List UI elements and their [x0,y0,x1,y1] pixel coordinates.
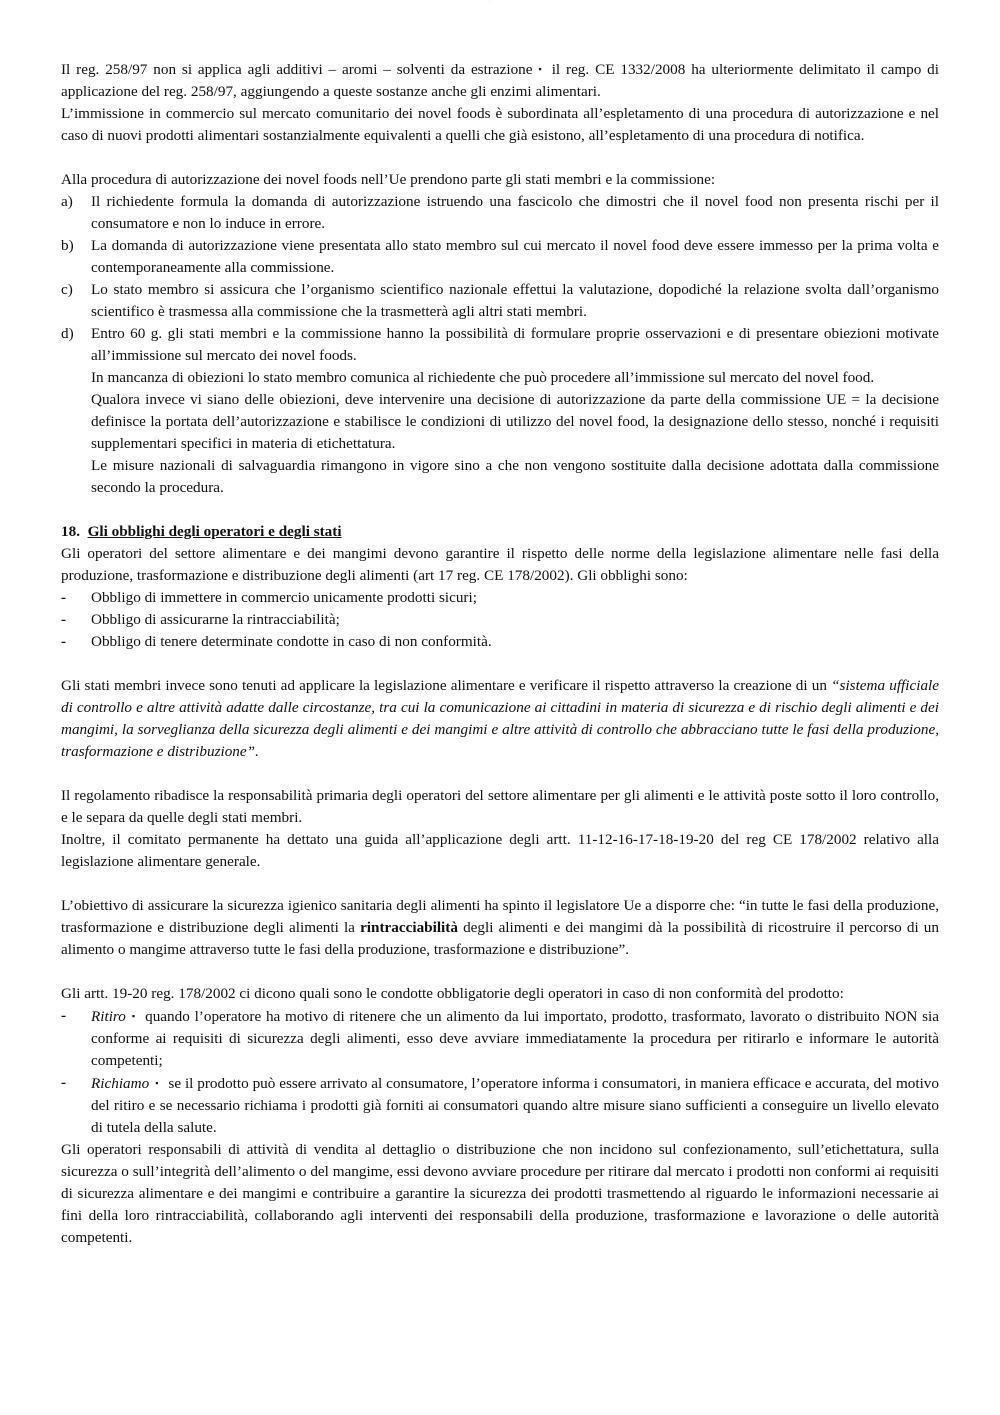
obligation-text: Obbligo di assicurarne la rintracciabilità; [91,611,340,628]
section-number: 18. [61,523,80,540]
obligation-text: Obbligo di tenere determinate condotte in caso di non conformità. [91,633,492,650]
section-paragraph-4: Inoltre, il comitato permanente ha dettato una guida all’applicazione degli artt. 11-12-16-17-18-19-20 del reg CE 178/2002 relativo alla legislazione alimentare generale. [61,831,939,870]
procedure-item-c [61,279,939,323]
obligation-text: Obbligo di immettere in commercio unicamente prodotti sicuri; [91,589,477,606]
document-page [61,58,939,1249]
paragraph-text: Gli stati membri invece sono tenuti ad applicare la legislazione alimentare e verificare il rispetto attraverso la creazione di un [61,677,827,694]
conduct-term: Richiamo [91,1075,150,1092]
section-paragraph-3: Il regolamento ribadisce la responsabilità primaria degli operatori del settore alimentare per gli alimenti e le attività poste sotto il loro controllo, e le separa da quelle degli stati membri. [61,787,939,826]
bullet-dash-icon: - [61,633,67,650]
intro-paragraph-2: L’immissione in commercio sul mercato comunitario dei novel foods è subordinata all’espletamento di una procedura di autorizzazione e nel caso di nuovi prodotti alimentari sostanzialmente equivalenti a quelli che già esistono, all’espletamento di una procedura di notifica. [61,105,939,144]
procedure-item-a [61,191,939,235]
item-text: Lo stato membro si assicura che l’organismo scientifico nazionale effettui la valutazione, dopodiché la relazione svolta dall’organismo scientifico è trasmessa alla commissione che la trasmetterà agli altri stati membri. [91,281,939,320]
conduct-text: se il prodotto può essere arrivato al consumatore, l’operatore informa i consumatori, in maniera efficace e accurata, del motivo del ritiro e se necessario richiama i prodotti già forniti ai consumatori quando altre misure siano sufficienti a conseguire un livello elevato di tutela della salute. [91,1075,939,1136]
procedure-continuation-3: Le misure nazionali di salvaguardia rimangono in vigore sino a che non vengono sostituite dalla decisione adottata dalla commissione secondo la procedura. [91,457,939,496]
intro-text-b: il reg. CE 1332/2008 ha ulteriormente delimitato il campo di applicazione del reg. 258/97, aggiungendo a queste sostanze anche gli enzimi alimentari. [61,61,939,100]
item-text: Entro 60 g. gli stati membri e la commissione hanno la possibilità di formulare proprie osservazioni e di presentare obiezioni motivate all’immissione sul mercato dei novel foods. [91,325,939,364]
section-paragraph-6: Gli artt. 19-20 reg. 178/2002 ci dicono quali sono le condotte obbligatorie degli operatori in caso di non conformità del prodotto: [61,985,844,1002]
intro-paragraph-1 [61,58,939,103]
section-paragraph-1: Gli operatori del settore alimentare e dei mangimi devono garantire il rispetto delle norme della legislazione alimentare nelle fasi della produzione, trasformazione e distribuzione degli alimenti (art 17 reg. CE 178/2002). Gli obblighi sono: [61,545,939,584]
section-paragraph-7: Gli operatori responsabili di attività di vendita al dettaglio o distribuzione che non incidono sul confezionamento, sull’etichettatura, sulla sicurezza o sull’integrità dell’alimento o del mangime, essi devono avviare procedure per ritirare dal mercato i prodotti non conformi ai requisiti di sicurezza alimentare e dei mangimi e contribuire a garantire la sicurezza dei prodotti trasmettendo al riguardo le informazioni necessarie ai fini della loro rintracciabilità, collaborando agli interventi dei responsabili della produzione, trasformazione e lavorazione o delle autorità competenti. [61,1141,939,1246]
procedure-item-d [61,323,939,367]
conduct-term: Ritiro [91,1008,126,1025]
page-top-mark: ····· [486,0,491,4]
conducts-list [61,1005,939,1139]
obligation-item [61,609,939,631]
separator-icon: ▪ [131,1011,136,1021]
separator-icon: ▪ [155,1078,159,1088]
item-marker: d) [61,325,74,342]
bullet-dash-icon: - [61,1007,67,1024]
paragraph-text: L’obiettivo di assicurare la sicurezza igienico sanitaria degli alimenti ha spinto il legislatore Ue a disporre che: “in tutte le fasi della produzione, trasformazione e distribuzione degli alimenti la [61,897,939,936]
obligation-item [61,587,939,609]
bold-term: rintracciabilità [360,919,458,936]
section-paragraph-5 [61,895,939,961]
section-heading [61,521,939,543]
obligations-list [61,587,939,653]
conduct-item-richiamo [61,1072,939,1139]
item-marker: a) [61,193,73,210]
paragraph-text: degli alimenti e dei mangimi dà la possibilità di ricostruire il percorso di un alimento o mangime attraverso tutte le fasi della produzione, trasformazione e distribuzione”. [61,919,939,958]
conduct-item-ritiro [61,1005,939,1072]
procedure-item-b [61,235,939,279]
procedure-continuation-1: In mancanza di obiezioni lo stato membro comunica al richiedente che può procedere all’immissione sul mercato del novel food. [91,369,875,386]
section-title: Gli obblighi degli operatori e degli stati [87,523,342,540]
separator-icon: ▪ [538,64,542,74]
quoted-text: “sistema ufficiale di controllo e altre attività adatte dalle circostanze, tra cui la comunicazione ai cittadini in materia di sicurezza e di rischio degli alimenti e dei mangimi, la sorveglianza della sicurezza degli alimenti e dei mangimi e altre attività di controllo che abbracciano tutte le fasi della produzione, trasformazione e distribuzione”. [61,677,940,760]
procedure-lead: Alla procedura di autorizzazione dei novel foods nell’Ue prendono parte gli stati membri e la commissione: [61,171,716,188]
section-paragraph-2 [61,675,939,763]
intro-text-a: Il reg. 258/97 non si applica agli additivi – aromi – solventi da estrazione [61,61,533,78]
obligation-item [61,631,939,653]
bullet-dash-icon: - [61,589,67,606]
item-text: Il richiedente formula la domanda di autorizzazione istruendo una fascicolo che dimostri che il novel food non presenta rischi per il consumatore e non lo induce in errore. [91,193,939,232]
conduct-text: quando l’operatore ha motivo di ritenere che un alimento da lui importato, prodotto, trasformato, lavorato o distribuito NON sia conforme ai requisiti di sicurezza degli alimenti, esso deve avviare immediatamente la procedura per ritirarlo e informare le autorità competenti; [91,1008,939,1069]
item-marker: b) [61,237,74,254]
item-text: La domanda di autorizzazione viene presentata allo stato membro sul cui mercato il novel food deve essere immesso per la prima volta e contemporaneamente alla commissione. [91,237,939,276]
procedure-list [61,191,939,499]
bullet-dash-icon: - [61,611,67,628]
item-marker: c) [61,281,73,298]
bullet-dash-icon: - [61,1074,67,1091]
procedure-continuation-2: Qualora invece vi siano delle obiezioni, deve intervenire una decisione di autorizzazione da parte della commissione UE = la decisione definisce la portata dell’autorizzazione e stabilisce le condizioni di utilizzo del novel food, la designazione dello stesso, nonché i requisiti supplementari specifici in materia di etichettatura. [91,391,939,452]
